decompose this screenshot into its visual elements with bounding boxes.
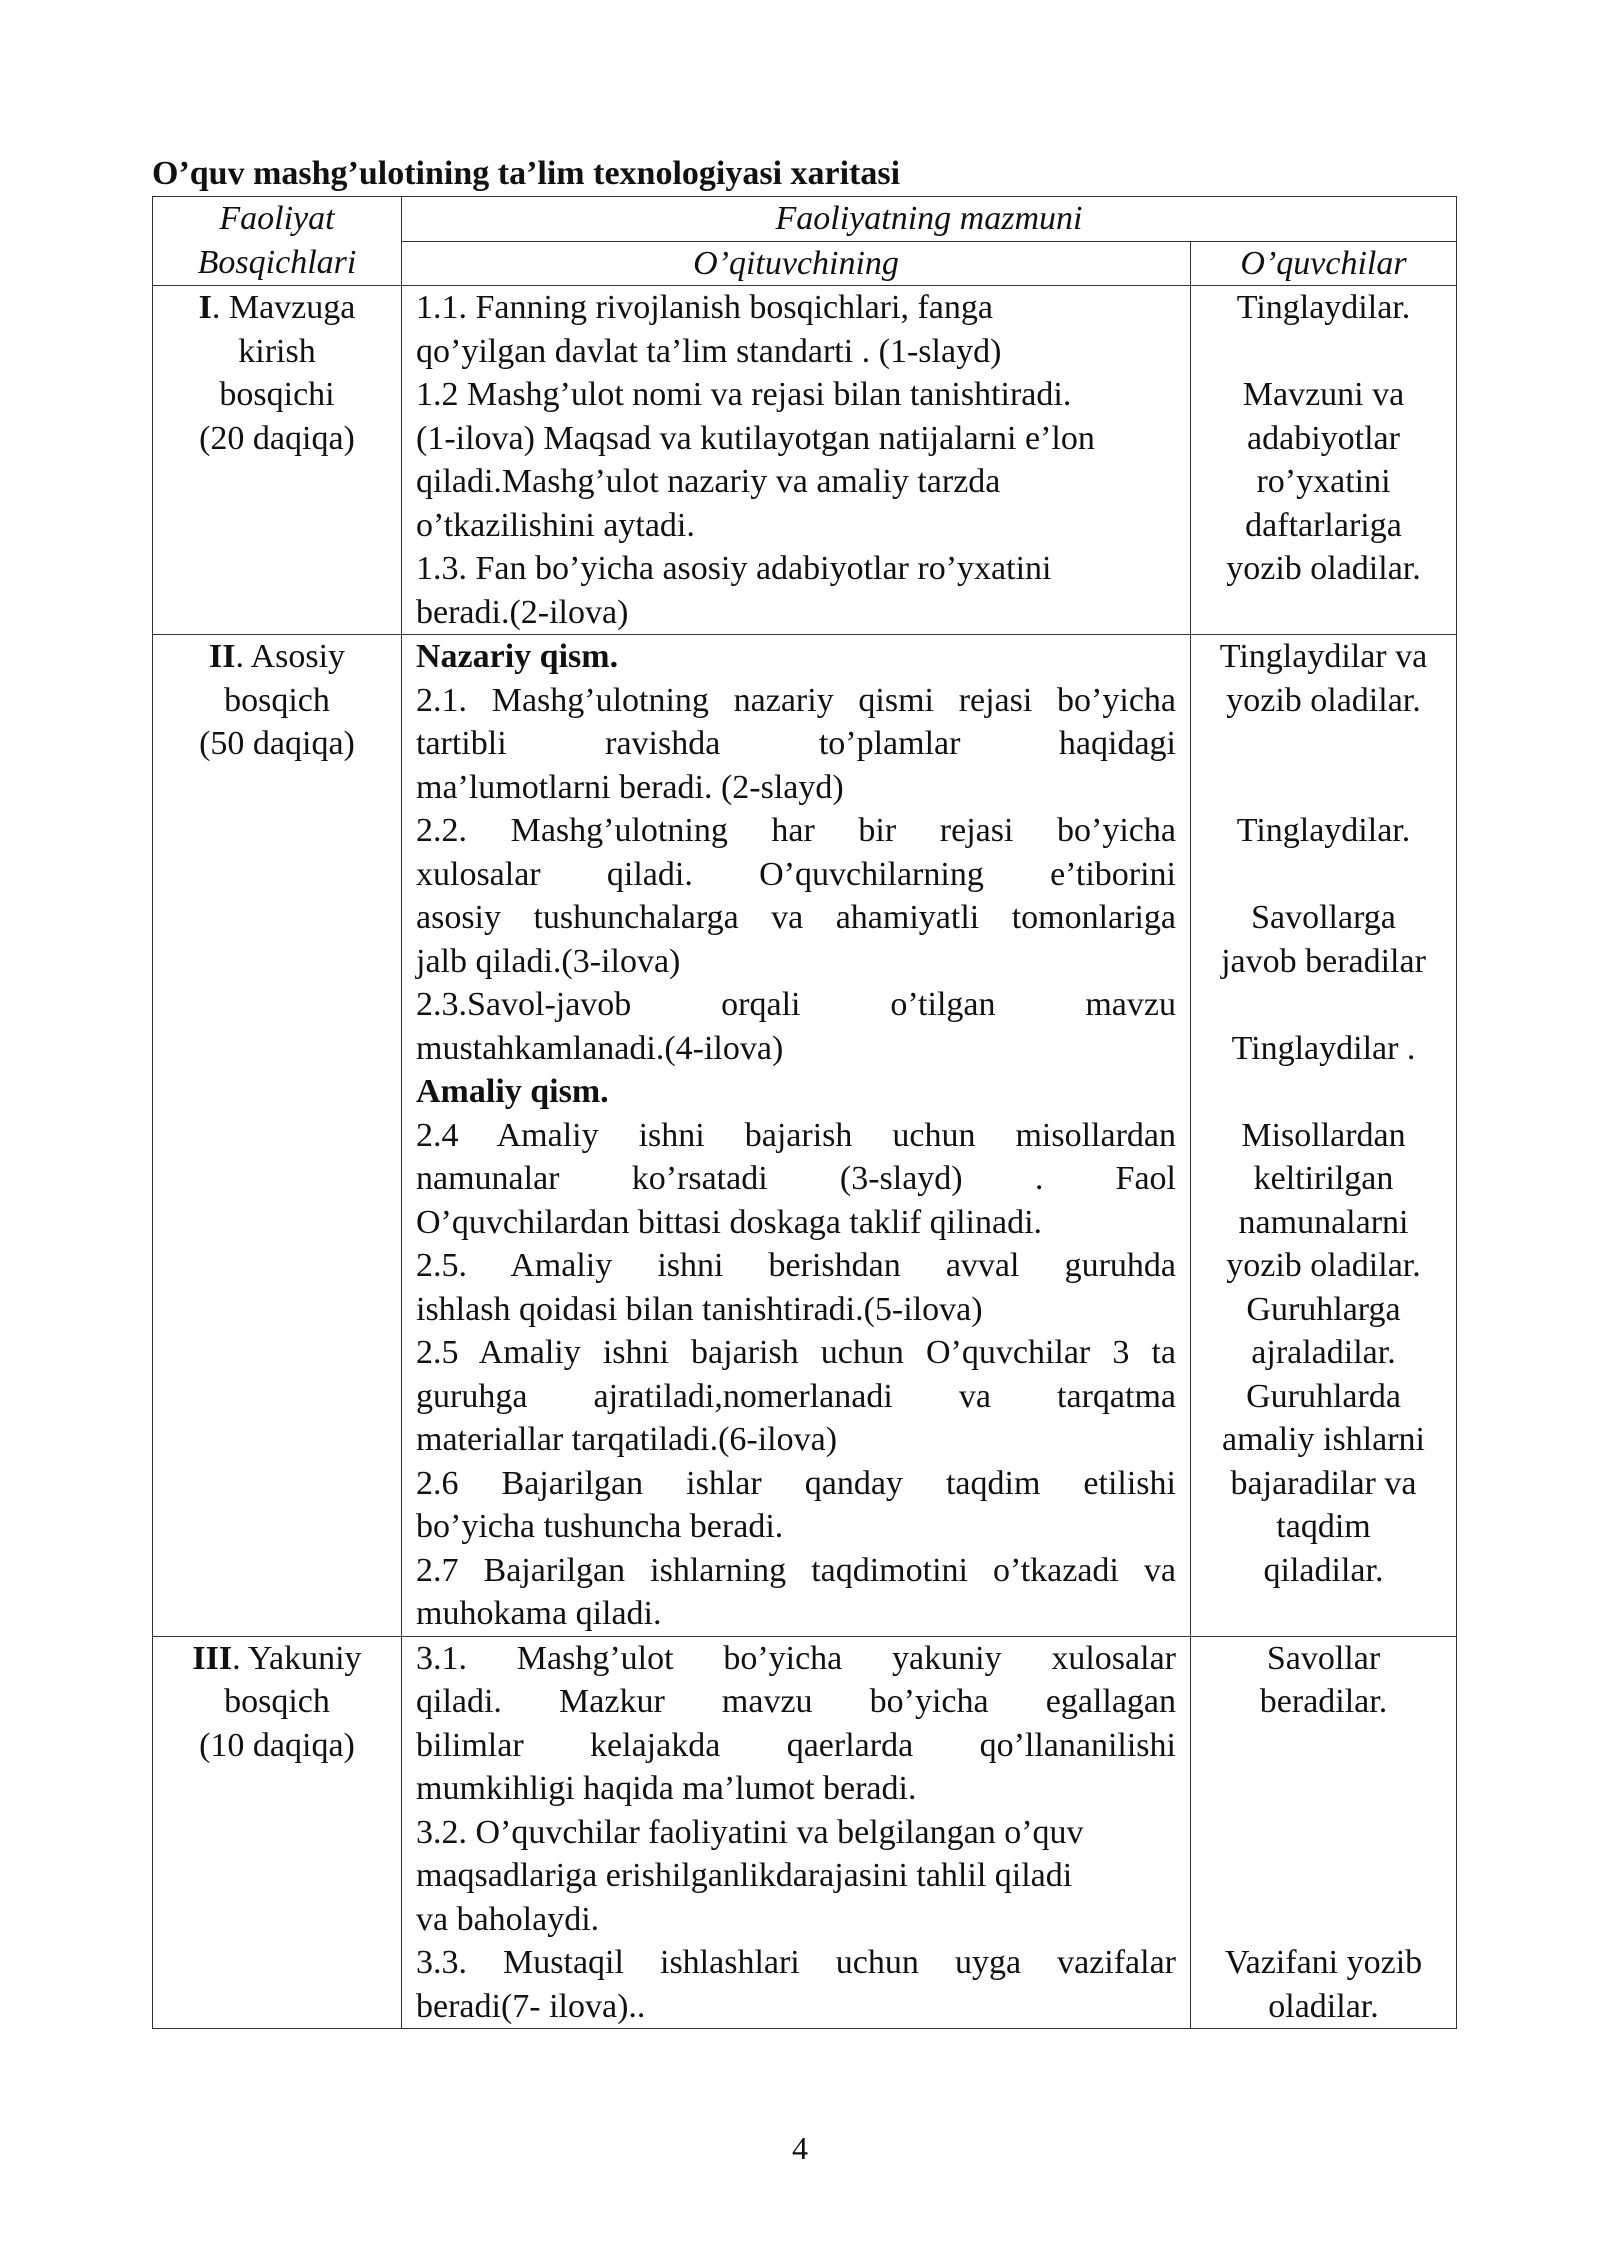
header-teacher: O’qituvchining xyxy=(402,241,1191,286)
teacher-line: O’quvchilardan bittasi doskaga taklif qilinadi. xyxy=(416,1203,1043,1241)
teacher-line: 3.3. Mustaqil ishlashlari uchun uyga vazifalar xyxy=(416,1944,1176,1981)
teacher-line: 1.1. Fanning rivojlanish bosqichlari, fanga xyxy=(416,289,993,326)
teacher-line: 1.2 Mashg’ulot nomi va rejasi bilan tanishtiradi. xyxy=(416,376,1072,413)
header-row-1 xyxy=(153,197,1457,242)
teacher-line: guruhga ajratiladi,nomerlanadi va tarqatma xyxy=(416,1377,1176,1415)
teacher-line: beradi(7- ilova).. xyxy=(416,1987,646,2025)
teacher-line: namunalar ko’rsatadi (3-slayd) . Faol xyxy=(416,1160,1176,1197)
student-line: amaliy ishlarni xyxy=(1221,1421,1425,1458)
student-line: Savollarga xyxy=(1251,899,1396,936)
student-line: taqdim xyxy=(1276,1508,1371,1545)
header-stage xyxy=(153,197,402,286)
stage-row-1 xyxy=(153,286,1457,635)
stage-number: III xyxy=(192,1639,233,1677)
stage-name: . Yakuniy xyxy=(232,1639,362,1677)
stage-line: bosqichi xyxy=(219,376,335,413)
teacher-line: qo’yilgan davlat ta’lim standarti . (1-slayd) xyxy=(416,332,1002,370)
teacher-line: 2.3.Savol-javob orqali o’tilgan mavzu xyxy=(416,986,1176,1023)
student-activity-cell xyxy=(1191,1636,1457,2029)
student-line: daftarlariga xyxy=(1245,506,1402,544)
student-line: qiladilar. xyxy=(1263,1551,1384,1589)
teacher-line: 2.5. Amaliy ishni berishdan avval guruhda xyxy=(416,1247,1176,1284)
student-activity-cell xyxy=(1191,286,1457,635)
student-line: beradilar. xyxy=(1259,1683,1388,1720)
teacher-line: mumkihligi haqida ma’lumot beradi. xyxy=(416,1770,917,1807)
teacher-line: materiallar tarqatiladi.(6-ilova) xyxy=(416,1421,838,1458)
teacher-line: mustahkamlanadi.(4-ilova) xyxy=(416,1029,784,1067)
teacher-line: 2.7 Bajarilgan ishlarning taqdimotini o’tkazadi va xyxy=(416,1551,1176,1589)
student-line: bajaradilar va xyxy=(1230,1464,1417,1502)
student-line: Tinglaydilar va xyxy=(1219,638,1428,675)
stage-name: . Mavzuga xyxy=(211,289,356,326)
teacher-activity-cell xyxy=(402,635,1191,1637)
section-heading-practice: Amaliy qism. xyxy=(416,1073,609,1110)
student-line: ro’yxatini xyxy=(1256,463,1391,500)
stage-duration: (20 daqiqa) xyxy=(199,419,355,457)
teacher-line: xulosalar qiladi. O’quvchilarning e’tiborini xyxy=(416,855,1176,893)
student-line: javob beradilar xyxy=(1221,942,1426,980)
student-line: Tinglaydilar. xyxy=(1236,289,1411,326)
teacher-line: ishlash qoidasi bilan tanishtiradi.(5-ilova) xyxy=(416,1290,983,1328)
teacher-line: 1.3. Fan bo’yicha asosiy adabiyotlar ro’yxatini xyxy=(416,550,1052,587)
teacher-activity-cell xyxy=(402,286,1191,635)
student-activity-cell xyxy=(1191,635,1457,1637)
stage-cell xyxy=(153,1636,402,2029)
student-line: Misollardan xyxy=(1241,1116,1406,1154)
page-title: O’quv mashg’ulotining ta’lim texnologiyasi xaritasi xyxy=(152,155,901,192)
student-line: yozib oladilar. xyxy=(1226,1247,1421,1284)
stage-row-3 xyxy=(153,1636,1457,2029)
stage-number: I xyxy=(198,289,212,326)
student-line: keltirilgan xyxy=(1253,1160,1394,1197)
teacher-line: qiladi. Mazkur mavzu bo’yicha egallagan xyxy=(416,1683,1176,1720)
teacher-line: va baholaydi. xyxy=(416,1900,600,1938)
student-line: Guruhlarga xyxy=(1246,1290,1401,1328)
student-line: Mavzuni va xyxy=(1242,376,1405,413)
teacher-line: qiladi.Mashg’ulot nazariy va amaliy tarzda xyxy=(416,463,1001,500)
teacher-line: tartibli ravishda to’plamlar haqidagi xyxy=(416,725,1176,762)
teacher-activity-cell xyxy=(402,1636,1191,2029)
stage-duration: (10 daqiqa) xyxy=(199,1726,355,1764)
stage-cell xyxy=(153,286,402,635)
stage-cell xyxy=(153,635,402,1637)
student-line: Guruhlarda xyxy=(1246,1377,1401,1415)
student-line: Tinglaydilar. xyxy=(1236,812,1411,849)
student-line: Savollar xyxy=(1266,1639,1381,1677)
student-line: Vazifani yozib xyxy=(1224,1944,1423,1981)
teacher-line: maqsadlariga erishilganlikdarajasini tahlil qiladi xyxy=(416,1857,1073,1894)
student-line: yozib oladilar. xyxy=(1226,681,1421,719)
teacher-line: bo’yicha tushuncha beradi. xyxy=(416,1508,784,1545)
teacher-line: 2.4 Amaliy ishni bajarish uchun misollardan xyxy=(416,1116,1176,1154)
student-line: yozib oladilar. xyxy=(1226,550,1421,587)
teacher-line: beradi.(2-ilova) xyxy=(416,593,629,631)
teacher-line: 2.5 Amaliy ishni bajarish uchun O’quvchilar 3 ta xyxy=(416,1334,1176,1371)
section-heading-theory: Nazariy qism. xyxy=(416,638,619,675)
teacher-line: 3.2. O’quvchilar faoliyatini va belgilangan o’quv xyxy=(416,1813,1084,1851)
student-line: Tinglaydilar . xyxy=(1231,1029,1416,1067)
teacher-line: 3.1. Mashg’ulot bo’yicha yakuniy xulosalar xyxy=(416,1639,1176,1677)
header-content: Faoliyatning mazmuni xyxy=(402,197,1457,242)
teacher-line: muhokama qiladi. xyxy=(416,1595,662,1632)
teacher-line: 2.1. Mashg’ulotning nazariy qismi rejasi bo’yicha xyxy=(416,681,1176,719)
student-line: adabiyotlar xyxy=(1247,419,1400,457)
technology-map-table xyxy=(152,196,1457,2029)
student-line: ajraladilar. xyxy=(1251,1334,1396,1371)
stage-line: bosqich xyxy=(224,681,330,719)
teacher-line: 2.2. Mashg’ulotning har bir rejasi bo’yicha xyxy=(416,812,1176,849)
stage-line: bosqich xyxy=(224,1683,330,1720)
stage-number: II xyxy=(208,638,236,675)
teacher-line: 2.6 Bajarilgan ishlar qanday taqdim etilishi xyxy=(416,1464,1176,1502)
header-students: O’quvchilar xyxy=(1191,241,1457,286)
teacher-line: (1-ilova) Maqsad va kutilayotgan natijalarni e’lon xyxy=(416,419,1095,457)
teacher-line: ma’lumotlarni beradi. (2-slayd) xyxy=(416,768,844,806)
student-line: namunalarni xyxy=(1238,1203,1409,1241)
teacher-line: jalb qiladi.(3-ilova) xyxy=(416,942,681,980)
stage-duration: (50 daqiqa) xyxy=(199,725,355,762)
header-stage-line2: Bosqichlari xyxy=(197,243,357,281)
page-number: 4 xyxy=(792,2130,808,2166)
teacher-line: asosiy tushunchalarga va ahamiyatli tomonlariga xyxy=(416,899,1176,936)
teacher-line: bilimlar kelajakda qaerlarda qo’llananilishi xyxy=(416,1726,1176,1764)
stage-name: . Asosiy xyxy=(235,638,346,675)
teacher-line: o’tkazilishini aytadi. xyxy=(416,506,695,544)
header-stage-line1: Faoliyat xyxy=(219,200,335,237)
stage-row-2 xyxy=(153,635,1457,1637)
stage-line: kirish xyxy=(238,332,316,370)
student-line: oladilar. xyxy=(1268,1987,1379,2025)
